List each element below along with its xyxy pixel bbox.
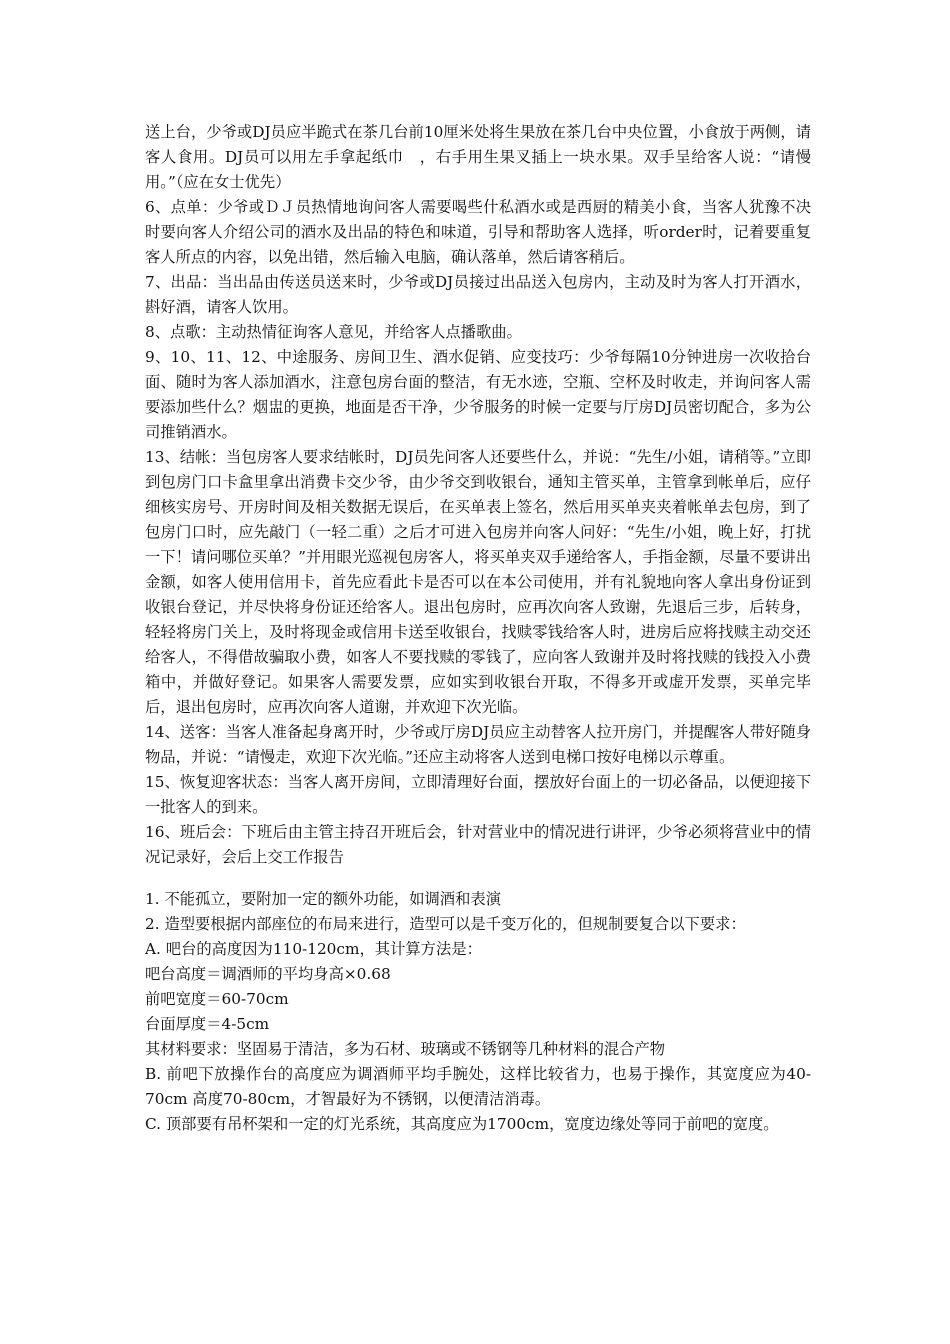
paragraph-step-9-12-midway-service: 9、10、11、12、中途服务、房间卫生、酒水促销、应变技巧：少爷每隔10分钟进房一次收拾台面、随时为客人添加酒水，注意包房台面的整洁，有无水迹，空瓶、空杯及时收走，并询问客人需要添加些什么？烟盅的更换，地面是否干净，少爷服务的时候一定要与厅房DJ员密切配合，多为公司推销酒水。: [145, 348, 811, 441]
bar-item-a: A. 吧台的高度因为110-120cm，其计算方法是：: [145, 940, 482, 958]
paragraph-fruit-service: 送上台，少爷或DJ员应半跪式在茶几台前10厘米处将生果放在茶几台中央位置，小食放于两侧，请客人食用。DJ员可以用左手拿起纸巾 ，右手用生果叉插上一块水果。双手呈给客人说：“请慢用。”（应在女士优先）: [145, 123, 811, 191]
bar-item-1: 1. 不能孤立，要附加一定的额外功能，如调酒和表演: [145, 890, 501, 908]
bar-item-c: C. 顶部要有吊杯架和一定的灯光系统，其高度应为1700cm，宽度边缘处等同于前吧的宽度。: [145, 1115, 779, 1133]
bar-item-b: B. 前吧下放操作台的高度应为调酒师平均手腕处，这样比较省力，也易于操作，其宽度应为40-70cm 高度70-80cm，才智最好为不锈钢，以便清洁消毒。: [145, 1065, 811, 1108]
bar-formula-top-thickness: 台面厚度＝4-5cm: [145, 1015, 270, 1033]
bar-material-requirement: 其材料要求：坚固易于清洁，多为石材、玻璃或不锈钢等几种材料的混合产物: [145, 1040, 666, 1058]
paragraph-step-13-checkout: 13、结帐：当包房客人要求结帐时，DJ员先问客人还要些什么，并说：“先生/小姐，请稍等。”立即到包房门口卡盒里拿出消费卡交少爷，由少爷交到收银台，通知主管买单，主管拿到帐单后，应仔细核实房号、开房时间及相关数据无误后，在买单表上签名，然后用买单夹夹着帐单去包房，到了包房门口时，应先敲门（一轻二重）之后才可进入包房并向客人问好：“先生/小姐，晚上好，打扰一下！请问哪位买单？”并用眼光巡视包房客人，将买单夹双手递给客人，手指金额，尽量不要讲出金额，如客人使用信用卡，首先应看此卡是否可以在本公司使用，并有礼貌地向客人拿出身份证到收银台登记，并尽快将身份证还给客人。退出包房时，应再次向客人致谢，先退后三步，后转身，轻轻将房门关上，及时将现金或信用卡送至收银台，找赎零钱给客人时，进房后应将找赎主动交还给客人，不得借故骗取小费，如客人不要找赎的零钱了，应向客人致谢并及时将找赎的钱投入小费箱中，并做好登记。如果客人需要发票，应如实到收银台开取，不得多开或虚开发票，买单完毕后，退出包房时，应再次向客人道谢，并欢迎下次光临。: [145, 448, 811, 716]
paragraph-step-7-serving: 7、出品：当出品由传送员送来时，少爷或DJ员接过出品送入包房内，主动及时为客人打开酒水，斟好酒，请客人饮用。: [145, 273, 811, 316]
bar-formula-height: 吧台高度＝调酒师的平均身高×0.68: [145, 965, 391, 983]
section-spacer: [145, 870, 811, 887]
paragraph-step-15-reset: 15、恢复迎客状态：当客人离开房间，立即清理好台面，摆放好台面上的一切必备品，以便迎接下一批客人的到来。: [145, 773, 811, 816]
paragraph-step-6-ordering: 6、点单：少爷或ＤＪ员热情地询问客人需要喝些什私酒水或是西厨的精美小食，当客人犹豫不决时要向客人介绍公司的酒水及出品的特色和味道，引导和帮助客人选择，听order时，记着要重复客人所点的内容，以免出错，然后输入电脑，确认落单，然后请客稍后。: [145, 198, 811, 266]
paragraph-step-8-songs: 8、点歌：主动热情征询客人意见，并给客人点播歌曲。: [145, 323, 522, 341]
bar-formula-front-width: 前吧宽度＝60-70cm: [145, 990, 289, 1008]
document-body: [145, 120, 811, 1137]
paragraph-step-16-debrief: 16、班后会：下班后由主管主持召开班后会，针对营业中的情况进行讲评，少爷必须将营业中的情况记录好，会后上交工作报告: [145, 823, 811, 866]
bar-item-2: 2. 造型要根据内部座位的布局来进行，造型可以是千变万化的，但规制要复合以下要求：: [145, 915, 746, 933]
paragraph-step-14-seeing-off: 14、送客：当客人准备起身离开时，少爷或厅房DJ员应主动替客人拉开房门，并提醒客人带好随身物品，并说：“请慢走，欢迎下次光临。”还应主动将客人送到电梯口按好电梯以示尊重。: [145, 723, 811, 766]
